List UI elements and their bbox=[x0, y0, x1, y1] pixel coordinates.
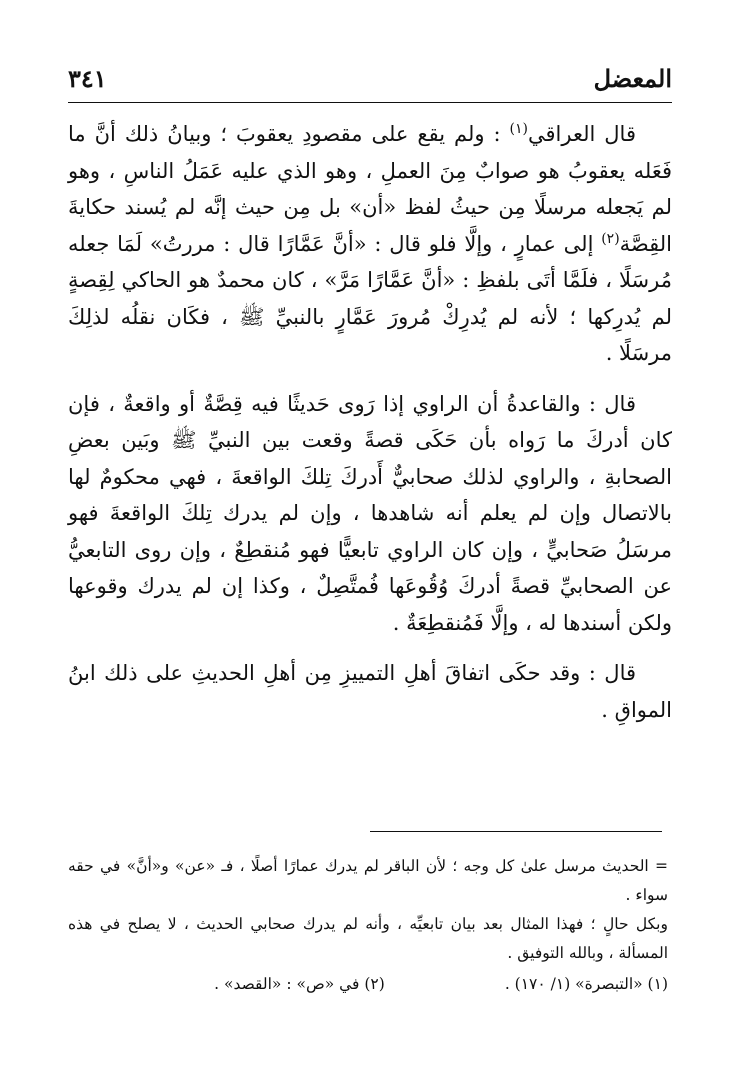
page-header bbox=[68, 62, 672, 103]
page-number: ٣٤١ bbox=[68, 64, 107, 93]
running-title: المعضل bbox=[593, 64, 672, 93]
footnote-1: (١) «التبصرة» (١/ ١٧٠) . bbox=[504, 975, 668, 993]
footnote-ref-1: (١) bbox=[509, 121, 528, 137]
paragraph-1-end: إلى عمارٍ ، وإلَّا فلو قال : «أنَّ عَمَّارًا قال : مررتُ» لَمَا جعله مُرسَلًا ، فلَمَّا أتَى بلفظِ : «أنَّ عَمَّارًا مَرَّ» ، كان محمدٌ هو الحاكي لِقِصةٍ لم يُدرِكها ؛ لأنه لم يُدرِكْ مُرورَ عَمَّارٍ بالنبيِّ ﷺ ، فكَان نقلُه لذلِكَ مرسَلًا . bbox=[68, 231, 672, 365]
paragraph-1-middle: : ولم يقع على مقصودِ يعقوبَ ؛ وبيانُ ذلك أنَّ ما فَعَله يعقوبُ هو صوابٌ مِنَ العملِ ، وهو الذي عليه عَمَلُ الناسِ ، وهو لم يَجعله مرسلًا مِن حيثُ لفظ «أن» بل مِن حيث إنَّه لم يُسند حكايةَ القِصَّة bbox=[68, 122, 672, 256]
paragraph-2: قال : والقاعدةُ أن الراوي إذا رَوى حَديثًا فيه قِصَّةٌ أو واقعةٌ ، فإن كان أدركَ ما رَواه بأن حَكَى قصةً وقعت بين النبيِّ ﷺ وبَين بعضِ الصحابةِ ، والراوي لذلك صحابيٌّ أَدركَ تِلكَ الواقعةَ ، فهي محكومٌ لها بالاتصال وإن لم يعلم أنه شاهدها ، وإن لم يدرك تِلكَ الواقعةَ فهو مرسَلُ صَحابيٍّ ، وإن كان الراوي تابعيًّا فهو مُنقطِعٌ ، وإن روى التابعيُّ عن الصحابيِّ قصةً أدركَ وُقُوعَها فُمتَّصِلٌ ، وكذا إن لم يدرك وقوعها ولكن أسندها له ، وإلَّا فَمُنقطِعَةٌ . bbox=[68, 391, 672, 635]
footnote-2: (٢) في «ص» : «القصد» . bbox=[214, 975, 385, 993]
footnotes bbox=[68, 852, 668, 999]
footnote-continuation: = الحديث مرسل علىٰ كل وجه ؛ لأن الباقر لم يدرك عمارًا أصلًا ، فـ «عن» و«أنَّ» في حقه سواء . bbox=[68, 857, 668, 904]
paragraph-1 bbox=[68, 116, 672, 372]
footnote-note: وبكل حالٍ ؛ فهذا المثال بعد بيان تابعيِّه ، وأنه لم يدرك صحابي الحديث ، لا يصلح في هذه المسألة ، وبالله التوفيق . bbox=[68, 915, 668, 962]
main-text bbox=[68, 116, 672, 742]
footnote-refs bbox=[68, 970, 668, 999]
paragraph-1-start: قال العراقي bbox=[528, 122, 636, 146]
footnote-ref-2: (٢) bbox=[601, 230, 620, 247]
footnote-separator bbox=[370, 831, 662, 832]
paragraph-3: قال : وقد حكَى اتفاقَ أهلِ التمييزِ مِن أهلِ الحديثِ على ذلك ابنُ المواقِ . bbox=[68, 661, 672, 722]
